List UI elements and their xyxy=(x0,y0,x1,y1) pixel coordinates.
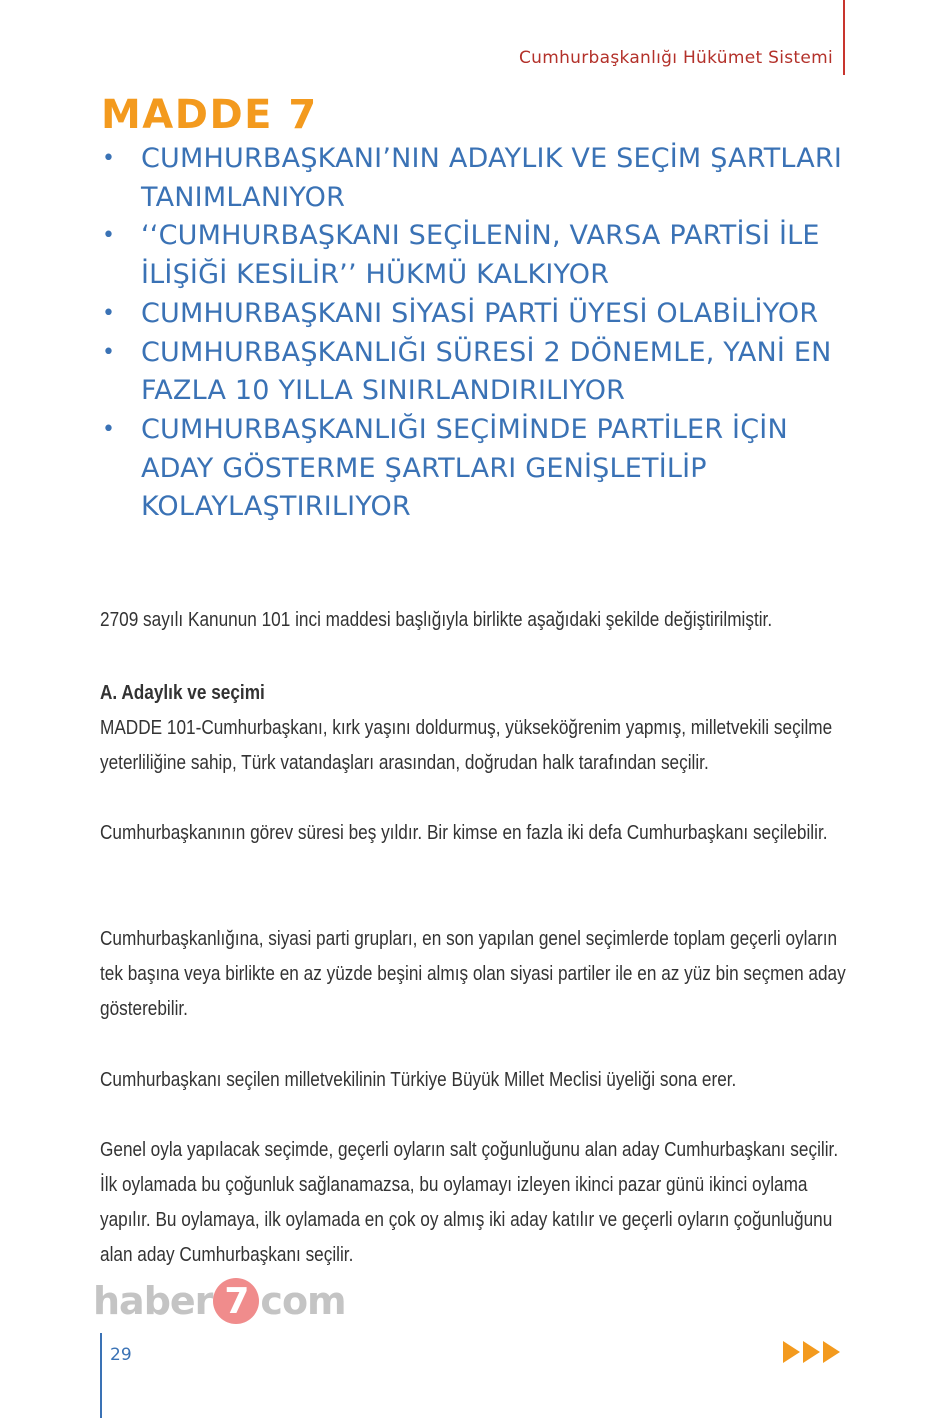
article-heading: MADDE 7 xyxy=(101,92,318,138)
bullet-icon: • xyxy=(102,223,116,249)
arrow-right-icon xyxy=(803,1341,820,1363)
watermark-suffix: com xyxy=(260,1279,346,1323)
header-rule xyxy=(843,0,845,75)
section-heading: A. Adaylık ve seçimi xyxy=(100,682,265,704)
summary-item: • CUMHURBAŞKANLIĞI SÜRESİ 2 DÖNEMLE, YANİ EN FAZLA 10 YILLA SINIRLANDIRILIYOR xyxy=(100,334,860,411)
body-paragraph: Cumhurbaşkanlığına, siyasi parti grupları, en son yapılan genel seçimlerde toplam geçerli oyların tek başına veya birlikte en az yüzde beşini almış olan siyasi partiler ile en az yüz bin seçmen aday gösterebilir. xyxy=(100,928,846,1020)
watermark-prefix: haber xyxy=(93,1279,213,1323)
body-paragraph: Cumhurbaşkanının görev süresi beş yıldır. Bir kimse en fazla iki defa Cumhurbaşkanı seçilebilir. xyxy=(100,822,828,844)
triple-arrow-right-icon xyxy=(783,1341,840,1363)
bullet-icon: • xyxy=(102,416,116,442)
watermark-digit: 7 xyxy=(213,1278,259,1324)
body-paragraph: MADDE 101-Cumhurbaşkanı, kırk yaşını doldurmuş, yükseköğrenim yapmış, milletvekili seçilme yeterliliğine sahip, Türk vatandaşları arasından, doğrudan halk tarafından seçilir. xyxy=(100,717,833,774)
bullet-icon: • xyxy=(102,146,116,171)
bullet-icon: • xyxy=(102,339,116,365)
summary-item: • CUMHURBAŞKANLIĞI SEÇİMİNDE PARTİLER İÇİN ADAY GÖSTERME ŞARTLARI GENİŞLETİLİP KOLAYLAŞTIRILIYOR xyxy=(100,411,860,527)
running-header: Cumhurbaşkanlığı Hükümet Sistemi xyxy=(518,48,833,68)
bullet-icon: • xyxy=(102,300,116,326)
page-number: 29 xyxy=(110,1345,132,1365)
watermark-logo xyxy=(93,1279,346,1323)
summary-list xyxy=(100,140,860,527)
intro-paragraph: 2709 sayılı Kanunun 101 inci maddesi başlığıyla birlikte aşağıdaki şekilde değiştirilmiştir. xyxy=(100,609,773,631)
arrow-right-icon xyxy=(783,1341,800,1363)
body-paragraph: Cumhurbaşkanı seçilen milletvekilinin Türkiye Büyük Millet Meclisi üyeliği sona erer. xyxy=(100,1069,737,1091)
summary-item: • CUMHURBAŞKANI SİYASİ PARTİ ÜYESİ OLABİLİYOR xyxy=(100,295,860,334)
arrow-right-icon xyxy=(823,1341,840,1363)
footer-rule xyxy=(100,1333,102,1418)
summary-item: • ‘‘CUMHURBAŞKANI SEÇİLENİN, VARSA PARTİSİ İLE İLİŞİĞİ KESİLİR’’ HÜKMÜ KALKIYOR xyxy=(100,217,860,294)
body-paragraph: Genel oyla yapılacak seçimde, geçerli oyların salt çoğunluğunu alan aday Cumhurbaşkanı seçilir. İlk oylamada bu çoğunluk sağlanamazsa, bu oylamayı izleyen ikinci pazar günü ikinci oylama yapılır. Bu oylamaya, ilk oylamada en çok oy almış iki aday katılır ve geçerli oyların çoğunluğunu alan aday Cumhurbaşkanı seçilir. xyxy=(100,1139,839,1266)
summary-item: • CUMHURBAŞKANI’NIN ADAYLIK VE SEÇİM ŞARTLARI TANIMLANIYOR xyxy=(100,140,860,217)
